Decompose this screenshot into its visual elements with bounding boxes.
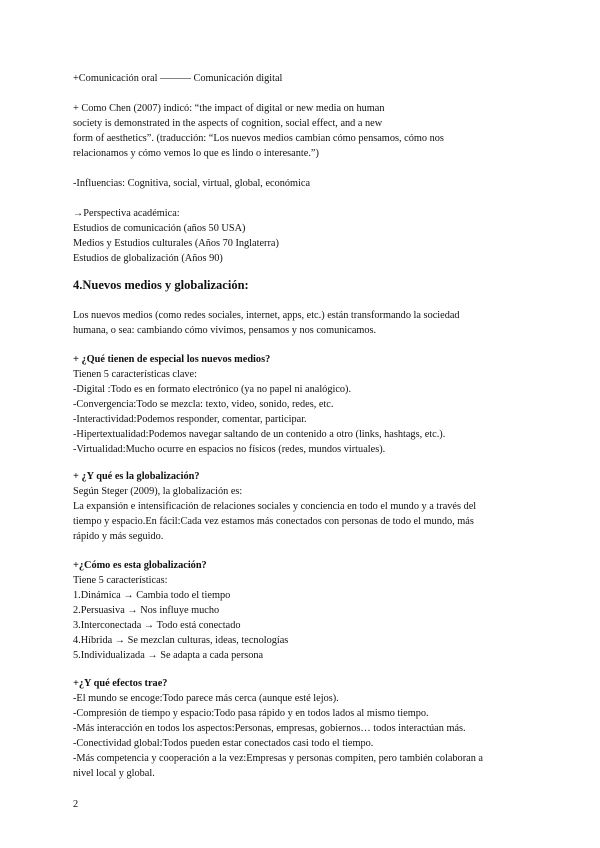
new-media-intro: Tienen 5 características clave:	[73, 369, 197, 380]
how-item-4: 4.Híbrida → Se mezclan culturas, ideas, tecnologías	[73, 635, 289, 646]
effects-item-2: -Compresión de tiempo y espacio:Todo pasa rápido y en todos lados al mismo tiempo.	[73, 708, 429, 719]
how-intro: Tiene 5 características:	[73, 575, 168, 586]
chen-quote-line-4: relacionamos y cómo vemos lo que es lindo o interesante.”)	[73, 148, 319, 159]
effects-item-4: -Conectividad global:Todos pueden estar conectados casi todo el tiempo.	[73, 738, 374, 749]
section-heading: 4.Nuevos medios y globalización:	[73, 278, 249, 292]
page-number: 2	[73, 799, 79, 810]
question-effects-heading: +¿Y qué efectos trae?	[73, 678, 168, 689]
question-globalization-heading: + ¿Y qué es la globalización?	[73, 471, 200, 482]
effects-item-5-line-1: -Más competencia y cooperación a la vez:Empresas y personas compiten, pero también colaboran a	[73, 753, 483, 764]
academic-perspective-label: →Perspectiva académica:	[73, 208, 180, 219]
effects-item-5-line-2: nivel local y global.	[73, 768, 155, 779]
chen-quote-line-1: + Como Chen (2007) indicó: “the impact of digital or new media on human	[73, 103, 385, 114]
question-how-heading: +¿Cómo es esta globalización?	[73, 560, 207, 571]
effects-item-3: -Más interacción en todos los aspectos:Personas, empresas, gobiernos… todos interactúan más.	[73, 723, 466, 734]
how-item-1: 1.Dinámica → Cambia todo el tiempo	[73, 590, 231, 601]
how-item-5: 5.Individualizada → Se adapta a cada persona	[73, 650, 264, 661]
new-media-item-5: -Virtualidad:Mucho ocurre en espacios no físicos (redes, mundos virtuales).	[73, 444, 386, 455]
chen-quote-line-2: society is demonstrated in the aspects of cognition, social effect, and a new	[73, 118, 383, 129]
how-item-3: 3.Interconectada → Todo está conectado	[73, 620, 241, 631]
globalization-line-4: rápido y más seguido.	[73, 531, 164, 542]
globalization-line-1: Según Steger (2009), la globalización es:	[73, 486, 243, 497]
new-media-item-2: -Convergencia:Todo se mezcla: texto, video, sonido, redes, etc.	[73, 399, 334, 410]
oral-vs-digital-line: +Comunicación oral ——— Comunicación digital	[73, 73, 283, 84]
effects-item-1: -El mundo se encoge:Todo parece más cerca (aunque esté lejos).	[73, 693, 339, 704]
intro-paragraph-line-1: Los nuevos medios (como redes sociales, internet, apps, etc.) están transformando la sociedad	[73, 310, 460, 321]
chen-quote-line-3: form of aesthetics”. (traducción: “Los nuevos medios cambian cómo pensamos, cómo nos	[73, 133, 444, 144]
globalization-line-2: La expansión e intensificación de relaciones sociales y conciencia en todo el mundo y a través del	[73, 501, 477, 512]
new-media-item-4: -Hipertextualidad:Podemos navegar saltando de un contenido a otro (links, hashtags, etc.).	[73, 429, 446, 440]
globalization-line-3: tiempo y espacio.En fácil:Cada vez estamos más conectados con personas de todo el mundo, más	[73, 516, 474, 527]
new-media-item-1: -Digital :Todo es en formato electrónico (ya no papel ni analógico).	[73, 384, 352, 395]
academic-item-1: Estudios de comunicación (años 50 USA)	[73, 223, 246, 234]
academic-item-2: Medios y Estudios culturales (Años 70 Inglaterra)	[73, 238, 279, 249]
academic-item-3: Estudios de globalización (Años 90)	[73, 253, 223, 264]
intro-paragraph-line-2: humana, o sea: cambiando cómo vivimos, pensamos y nos comunicamos.	[73, 325, 377, 336]
influences-line: -Influencias: Cognitiva, social, virtual, global, económica	[73, 178, 311, 189]
question-new-media-heading: + ¿Qué tienen de especial los nuevos medios?	[73, 354, 271, 365]
new-media-item-3: -Interactividad:Podemos responder, comentar, participar.	[73, 414, 307, 425]
how-item-2: 2.Persuasiva → Nos influye mucho	[73, 605, 220, 616]
